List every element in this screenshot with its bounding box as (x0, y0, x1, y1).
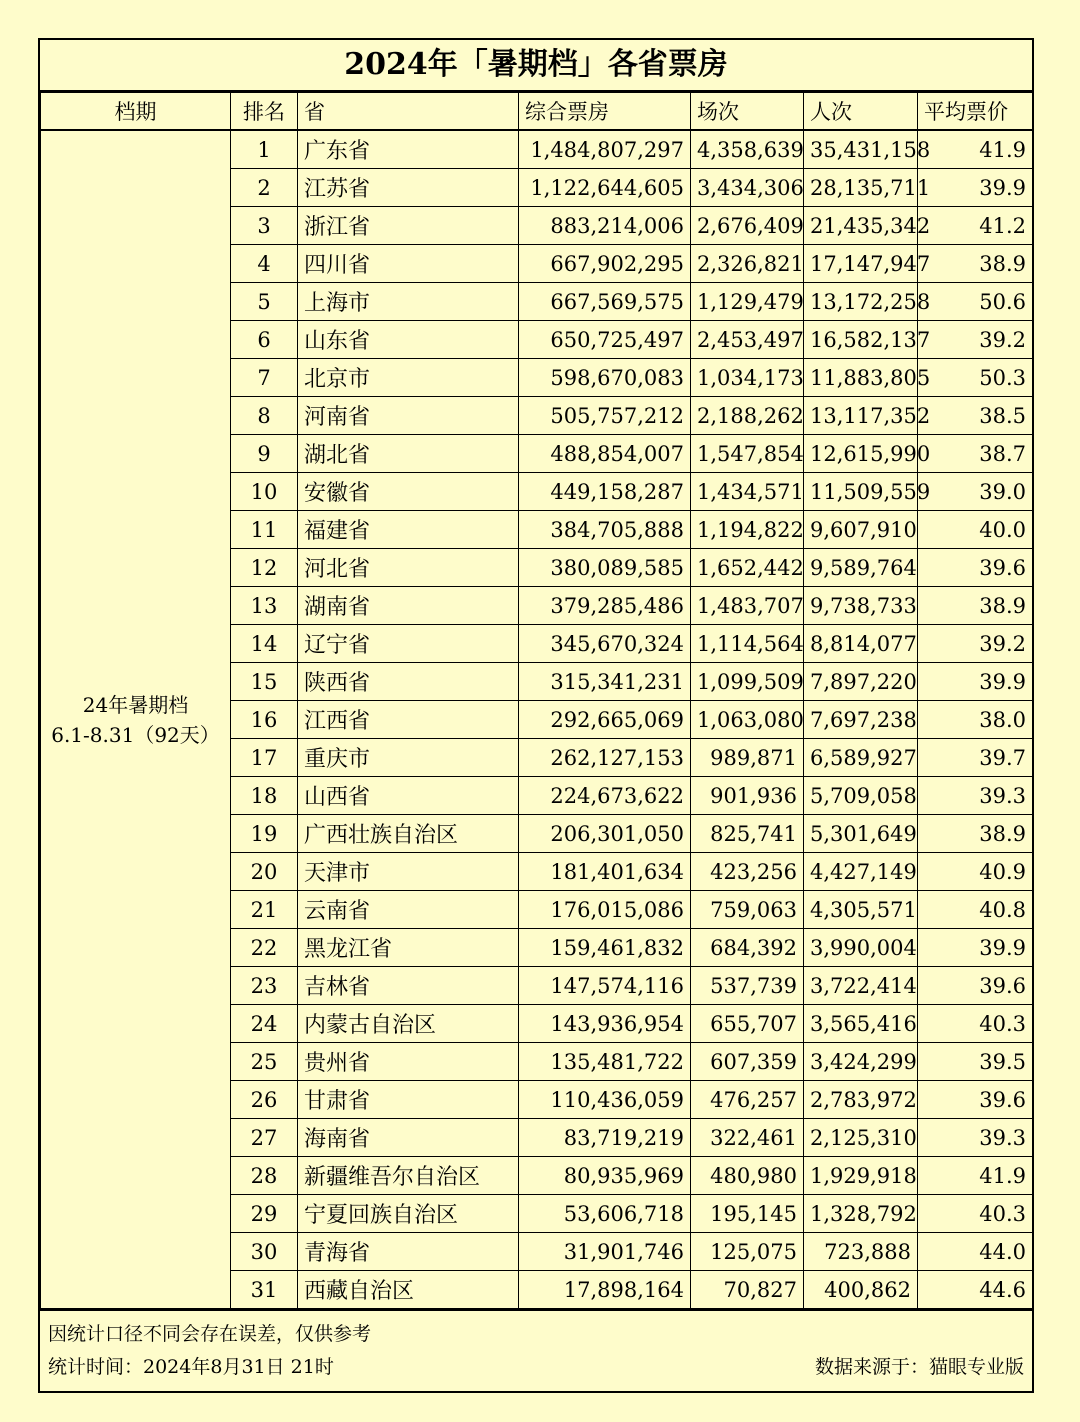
avg-price-cell: 39.2 (918, 625, 1033, 663)
attendance-cell: 13,117,352 (804, 397, 918, 435)
rank-cell: 14 (231, 625, 298, 663)
header-box-office: 综合票房 (519, 93, 691, 131)
table-header-row (41, 93, 1033, 131)
rank-cell: 31 (231, 1271, 298, 1309)
avg-price-cell: 39.9 (918, 929, 1033, 967)
avg-price-cell: 41.9 (918, 130, 1033, 169)
avg-price-cell: 41.2 (918, 207, 1033, 245)
header-shows: 场次 (691, 93, 804, 131)
shows-cell: 825,741 (691, 815, 804, 853)
province-cell: 山东省 (298, 321, 519, 359)
data-source: 数据来源于：猫眼专业版 (814, 1356, 1024, 1378)
shows-cell: 3,434,306 (691, 169, 804, 207)
province-cell: 江苏省 (298, 169, 519, 207)
box-office-cell: 598,670,083 (519, 359, 691, 397)
avg-price-cell: 38.0 (918, 701, 1033, 739)
shows-cell: 2,188,262 (691, 397, 804, 435)
shows-cell: 423,256 (691, 853, 804, 891)
shows-cell: 759,063 (691, 891, 804, 929)
rank-cell: 3 (231, 207, 298, 245)
attendance-cell: 11,509,559 (804, 473, 918, 511)
page-title: 2024年「暑期档」各省票房 (40, 40, 1032, 92)
shows-cell: 1,483,707 (691, 587, 804, 625)
box-office-sheet (38, 38, 1034, 1393)
province-cell: 西藏自治区 (298, 1271, 519, 1309)
box-office-cell: 110,436,059 (519, 1081, 691, 1119)
avg-price-cell: 38.9 (918, 587, 1033, 625)
attendance-cell: 3,424,299 (804, 1043, 918, 1081)
box-office-cell: 292,665,069 (519, 701, 691, 739)
attendance-cell: 2,125,310 (804, 1119, 918, 1157)
rank-cell: 7 (231, 359, 298, 397)
province-cell: 黑龙江省 (298, 929, 519, 967)
avg-price-cell: 39.6 (918, 967, 1033, 1005)
box-office-cell: 80,935,969 (519, 1157, 691, 1195)
rank-cell: 30 (231, 1233, 298, 1271)
shows-cell: 1,034,173 (691, 359, 804, 397)
rank-cell: 1 (231, 130, 298, 169)
attendance-cell: 2,783,972 (804, 1081, 918, 1119)
rank-cell: 25 (231, 1043, 298, 1081)
box-office-cell: 135,481,722 (519, 1043, 691, 1081)
province-cell: 陕西省 (298, 663, 519, 701)
box-office-cell: 83,719,219 (519, 1119, 691, 1157)
attendance-cell: 9,607,910 (804, 511, 918, 549)
rank-cell: 20 (231, 853, 298, 891)
province-cell: 湖南省 (298, 587, 519, 625)
avg-price-cell: 38.5 (918, 397, 1033, 435)
province-cell: 青海省 (298, 1233, 519, 1271)
header-rank: 排名 (231, 93, 298, 131)
rank-cell: 9 (231, 435, 298, 473)
shows-cell: 1,114,564 (691, 625, 804, 663)
province-cell: 贵州省 (298, 1043, 519, 1081)
province-cell: 江西省 (298, 701, 519, 739)
province-cell: 甘肃省 (298, 1081, 519, 1119)
rank-cell: 18 (231, 777, 298, 815)
box-office-cell: 315,341,231 (519, 663, 691, 701)
avg-price-cell: 44.0 (918, 1233, 1033, 1271)
shows-cell: 989,871 (691, 739, 804, 777)
shows-cell: 607,359 (691, 1043, 804, 1081)
rank-cell: 26 (231, 1081, 298, 1119)
avg-price-cell: 50.3 (918, 359, 1033, 397)
province-cell: 上海市 (298, 283, 519, 321)
rank-cell: 15 (231, 663, 298, 701)
shows-cell: 125,075 (691, 1233, 804, 1271)
shows-cell: 70,827 (691, 1271, 804, 1309)
box-office-cell: 1,484,807,297 (519, 130, 691, 169)
avg-price-cell: 39.3 (918, 777, 1033, 815)
stat-time: 统计时间：2024年8月31日 21时 (48, 1356, 334, 1378)
rank-cell: 19 (231, 815, 298, 853)
avg-price-cell: 38.9 (918, 245, 1033, 283)
box-office-cell: 224,673,622 (519, 777, 691, 815)
rank-cell: 23 (231, 967, 298, 1005)
box-office-cell: 53,606,718 (519, 1195, 691, 1233)
avg-price-cell: 44.6 (918, 1271, 1033, 1309)
attendance-cell: 12,615,990 (804, 435, 918, 473)
attendance-cell: 11,883,805 (804, 359, 918, 397)
box-office-cell: 181,401,634 (519, 853, 691, 891)
box-office-cell: 379,285,486 (519, 587, 691, 625)
attendance-cell: 5,709,058 (804, 777, 918, 815)
attendance-cell: 1,328,792 (804, 1195, 918, 1233)
avg-price-cell: 40.8 (918, 891, 1033, 929)
box-office-cell: 667,569,575 (519, 283, 691, 321)
attendance-cell: 6,589,927 (804, 739, 918, 777)
rank-cell: 6 (231, 321, 298, 359)
header-avg-price: 平均票价 (918, 93, 1033, 131)
rank-cell: 24 (231, 1005, 298, 1043)
rank-cell: 4 (231, 245, 298, 283)
shows-cell: 1,652,442 (691, 549, 804, 587)
province-cell: 宁夏回族自治区 (298, 1195, 519, 1233)
avg-price-cell: 39.9 (918, 663, 1033, 701)
box-office-cell: 147,574,116 (519, 967, 691, 1005)
attendance-cell: 7,697,238 (804, 701, 918, 739)
shows-cell: 2,676,409 (691, 207, 804, 245)
shows-cell: 655,707 (691, 1005, 804, 1043)
footer (40, 1309, 1032, 1391)
rank-cell: 27 (231, 1119, 298, 1157)
shows-cell: 480,980 (691, 1157, 804, 1195)
box-office-cell: 17,898,164 (519, 1271, 691, 1309)
header-period: 档期 (41, 93, 231, 131)
avg-price-cell: 39.5 (918, 1043, 1033, 1081)
avg-price-cell: 38.9 (918, 815, 1033, 853)
rank-cell: 5 (231, 283, 298, 321)
shows-cell: 195,145 (691, 1195, 804, 1233)
rank-cell: 13 (231, 587, 298, 625)
attendance-cell: 28,135,711 (804, 169, 918, 207)
shows-cell: 1,129,479 (691, 283, 804, 321)
table-row (41, 130, 1033, 169)
avg-price-cell: 50.6 (918, 283, 1033, 321)
attendance-cell: 723,888 (804, 1233, 918, 1271)
attendance-cell: 9,589,764 (804, 549, 918, 587)
rank-cell: 11 (231, 511, 298, 549)
rank-cell: 17 (231, 739, 298, 777)
rank-cell: 16 (231, 701, 298, 739)
box-office-cell: 176,015,086 (519, 891, 691, 929)
province-cell: 河南省 (298, 397, 519, 435)
attendance-cell: 7,897,220 (804, 663, 918, 701)
province-cell: 重庆市 (298, 739, 519, 777)
attendance-cell: 3,565,416 (804, 1005, 918, 1043)
rank-cell: 8 (231, 397, 298, 435)
province-cell: 广西壮族自治区 (298, 815, 519, 853)
attendance-cell: 35,431,158 (804, 130, 918, 169)
box-office-cell: 883,214,006 (519, 207, 691, 245)
avg-price-cell: 39.3 (918, 1119, 1033, 1157)
header-attendance: 人次 (804, 93, 918, 131)
shows-cell: 537,739 (691, 967, 804, 1005)
shows-cell: 1,194,822 (691, 511, 804, 549)
attendance-cell: 9,738,733 (804, 587, 918, 625)
box-office-cell: 206,301,050 (519, 815, 691, 853)
shows-cell: 901,936 (691, 777, 804, 815)
province-cell: 吉林省 (298, 967, 519, 1005)
header-province: 省 (298, 93, 519, 131)
province-cell: 辽宁省 (298, 625, 519, 663)
attendance-cell: 13,172,258 (804, 283, 918, 321)
shows-cell: 1,547,854 (691, 435, 804, 473)
attendance-cell: 400,862 (804, 1271, 918, 1309)
shows-cell: 684,392 (691, 929, 804, 967)
province-cell: 北京市 (298, 359, 519, 397)
period-label: 24年暑期档 (82, 692, 189, 717)
attendance-cell: 1,929,918 (804, 1157, 918, 1195)
period-range: 6.1-8.31（92天） (51, 722, 220, 747)
shows-cell: 4,358,639 (691, 130, 804, 169)
province-cell: 河北省 (298, 549, 519, 587)
province-cell: 浙江省 (298, 207, 519, 245)
shows-cell: 476,257 (691, 1081, 804, 1119)
province-cell: 广东省 (298, 130, 519, 169)
attendance-cell: 8,814,077 (804, 625, 918, 663)
box-office-cell: 650,725,497 (519, 321, 691, 359)
rank-cell: 28 (231, 1157, 298, 1195)
province-cell: 湖北省 (298, 435, 519, 473)
box-office-cell: 1,122,644,605 (519, 169, 691, 207)
avg-price-cell: 39.9 (918, 169, 1033, 207)
shows-cell: 2,326,821 (691, 245, 804, 283)
box-office-cell: 262,127,153 (519, 739, 691, 777)
box-office-cell: 159,461,832 (519, 929, 691, 967)
rank-cell: 21 (231, 891, 298, 929)
province-cell: 四川省 (298, 245, 519, 283)
box-office-cell: 449,158,287 (519, 473, 691, 511)
shows-cell: 322,461 (691, 1119, 804, 1157)
avg-price-cell: 41.9 (918, 1157, 1033, 1195)
avg-price-cell: 39.0 (918, 473, 1033, 511)
province-cell: 新疆维吾尔自治区 (298, 1157, 519, 1195)
avg-price-cell: 39.2 (918, 321, 1033, 359)
rank-cell: 22 (231, 929, 298, 967)
avg-price-cell: 40.3 (918, 1195, 1033, 1233)
box-office-cell: 31,901,746 (519, 1233, 691, 1271)
period-cell (41, 130, 231, 1309)
attendance-cell: 16,582,137 (804, 321, 918, 359)
attendance-cell: 3,722,414 (804, 967, 918, 1005)
province-cell: 内蒙古自治区 (298, 1005, 519, 1043)
attendance-cell: 21,435,342 (804, 207, 918, 245)
box-office-cell: 384,705,888 (519, 511, 691, 549)
avg-price-cell: 40.0 (918, 511, 1033, 549)
box-office-table (40, 92, 1033, 1309)
rank-cell: 2 (231, 169, 298, 207)
rank-cell: 10 (231, 473, 298, 511)
avg-price-cell: 39.7 (918, 739, 1033, 777)
province-cell: 福建省 (298, 511, 519, 549)
box-office-cell: 345,670,324 (519, 625, 691, 663)
attendance-cell: 4,305,571 (804, 891, 918, 929)
box-office-cell: 488,854,007 (519, 435, 691, 473)
attendance-cell: 3,990,004 (804, 929, 918, 967)
avg-price-cell: 40.3 (918, 1005, 1033, 1043)
province-cell: 安徽省 (298, 473, 519, 511)
attendance-cell: 4,427,149 (804, 853, 918, 891)
shows-cell: 2,453,497 (691, 321, 804, 359)
province-cell: 天津市 (298, 853, 519, 891)
rank-cell: 29 (231, 1195, 298, 1233)
avg-price-cell: 38.7 (918, 435, 1033, 473)
province-cell: 海南省 (298, 1119, 519, 1157)
attendance-cell: 17,147,947 (804, 245, 918, 283)
shows-cell: 1,063,080 (691, 701, 804, 739)
shows-cell: 1,434,571 (691, 473, 804, 511)
avg-price-cell: 39.6 (918, 1081, 1033, 1119)
box-office-cell: 505,757,212 (519, 397, 691, 435)
box-office-cell: 143,936,954 (519, 1005, 691, 1043)
shows-cell: 1,099,509 (691, 663, 804, 701)
attendance-cell: 5,301,649 (804, 815, 918, 853)
avg-price-cell: 40.9 (918, 853, 1033, 891)
province-cell: 云南省 (298, 891, 519, 929)
province-cell: 山西省 (298, 777, 519, 815)
avg-price-cell: 39.6 (918, 549, 1033, 587)
disclaimer: 因统计口径不同会存在误差，仅供参考 (48, 1323, 372, 1345)
box-office-cell: 667,902,295 (519, 245, 691, 283)
rank-cell: 12 (231, 549, 298, 587)
box-office-cell: 380,089,585 (519, 549, 691, 587)
